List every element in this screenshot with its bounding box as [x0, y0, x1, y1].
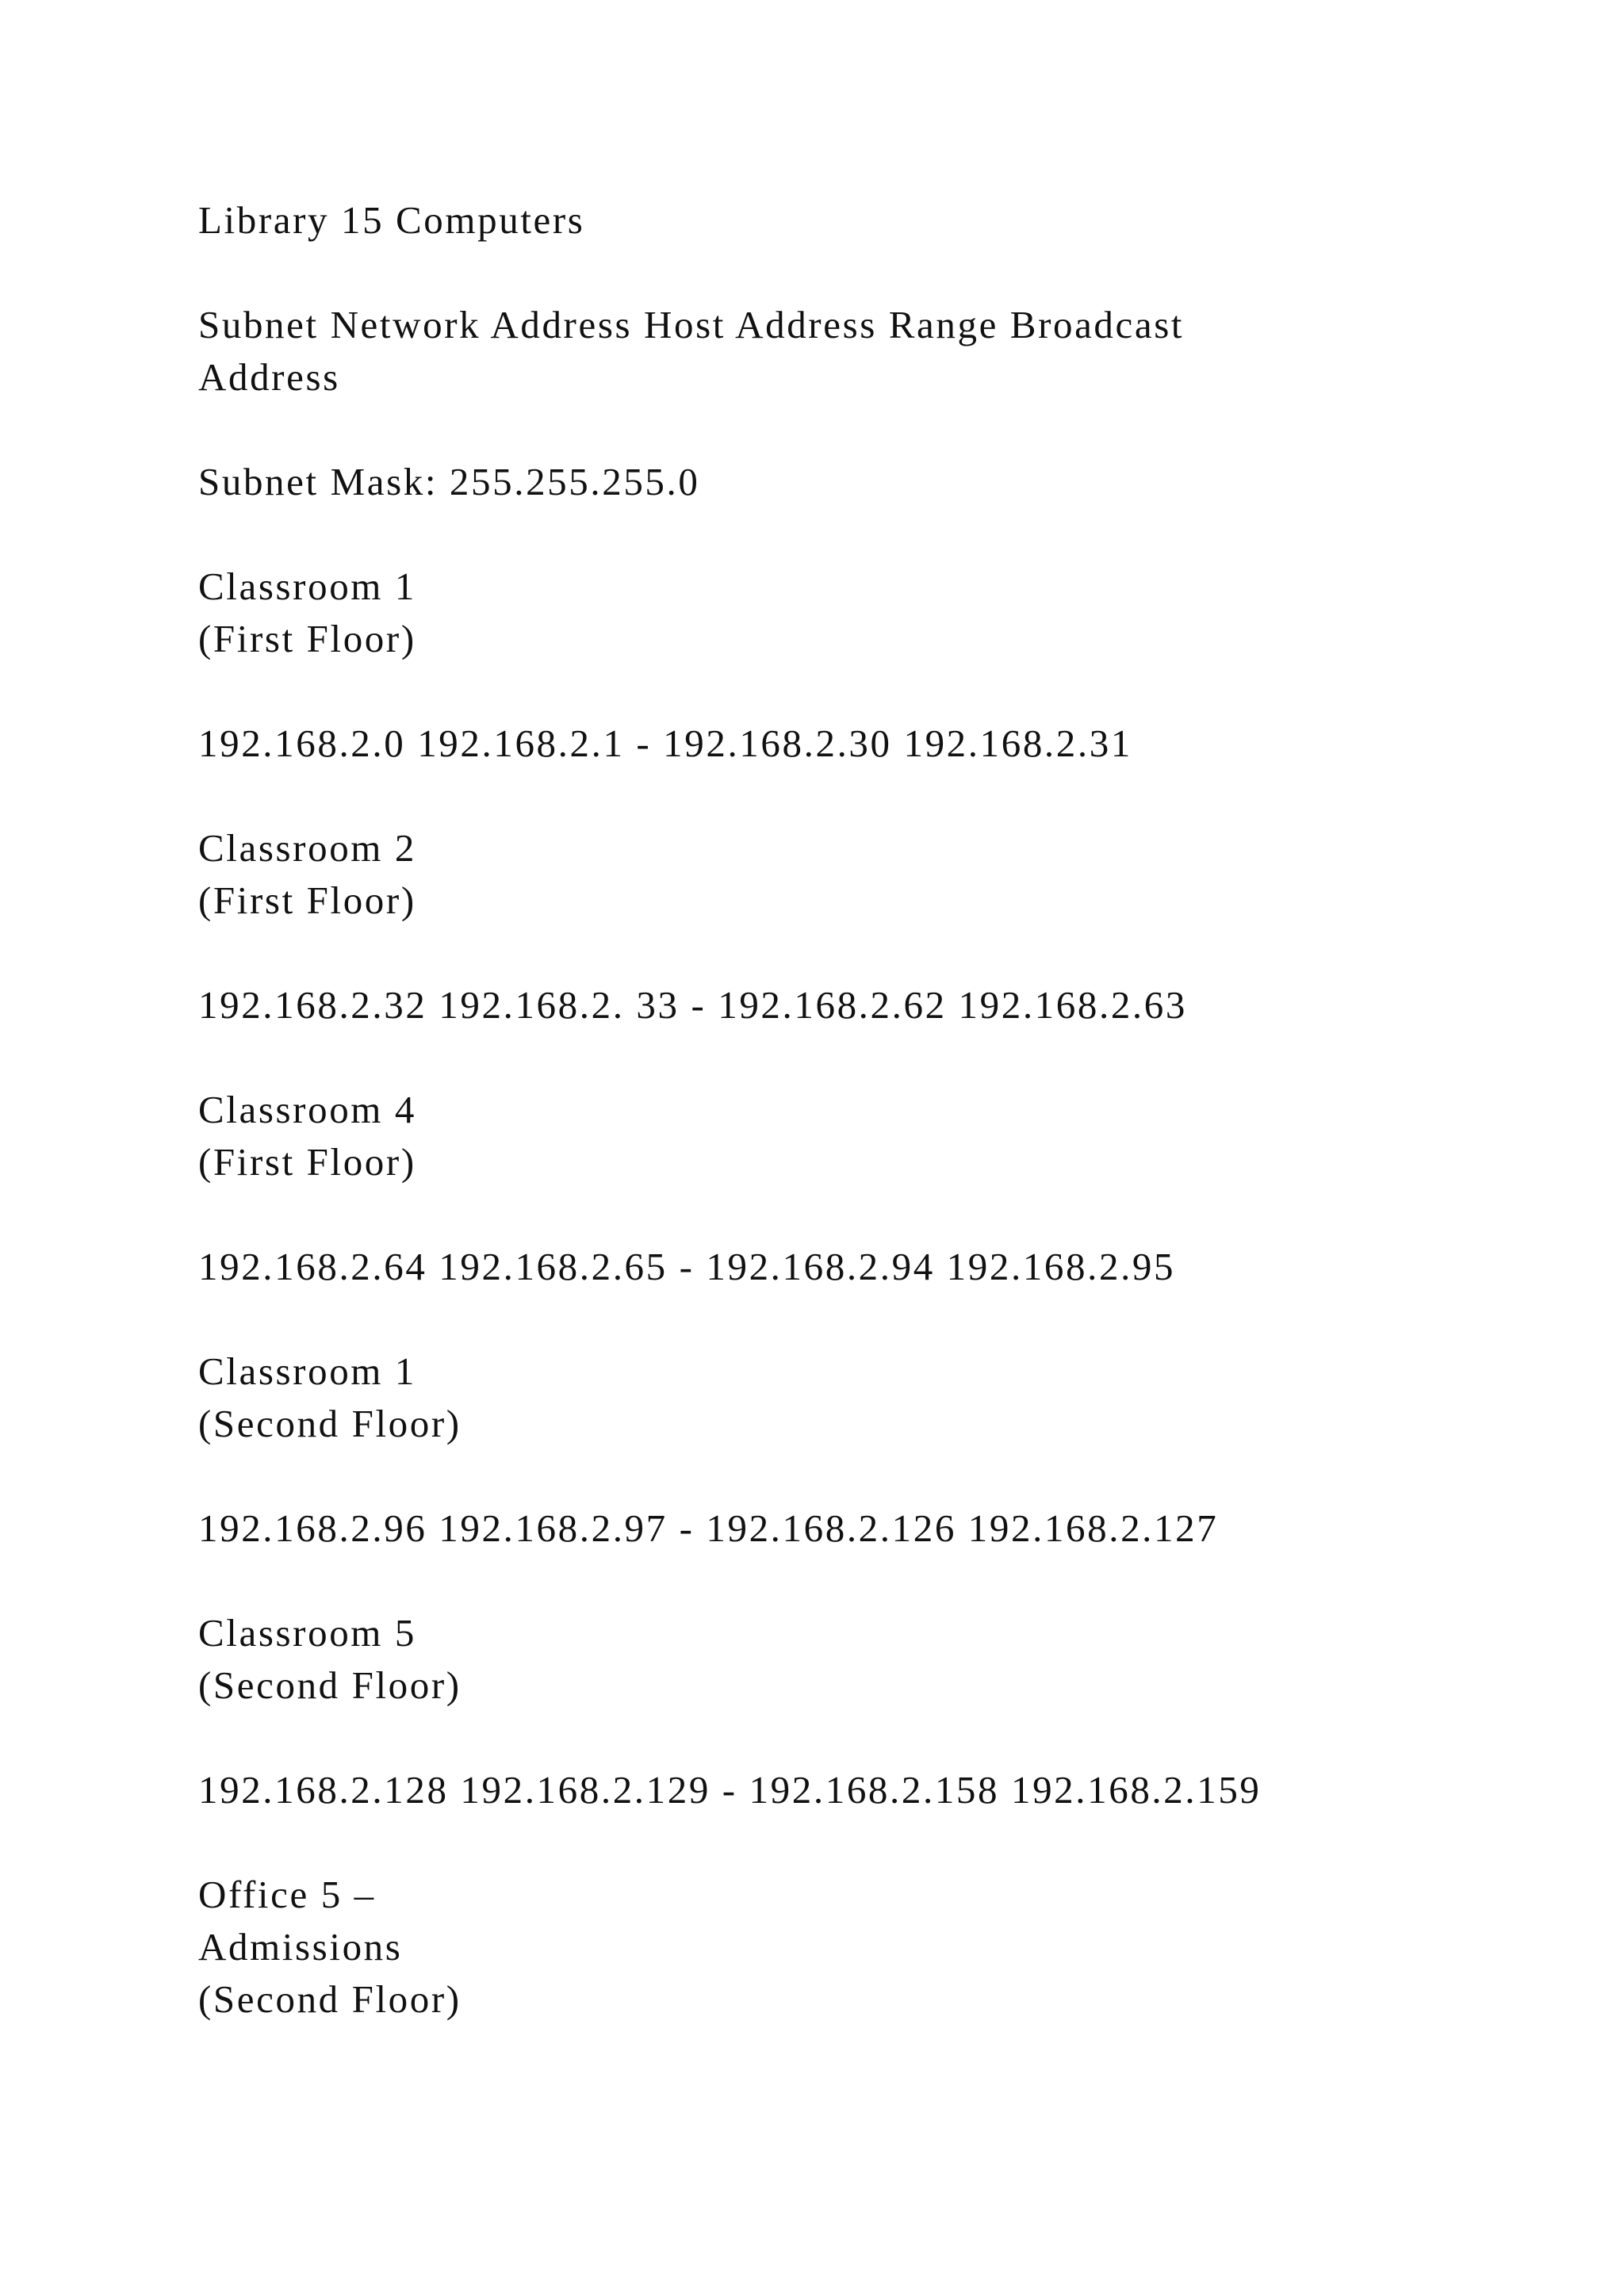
address-row-classroom-1-second-floor: 192.168.2.96 192.168.2.97 - 192.168.2.126 192.168.2.127: [198, 1506, 1219, 1550]
address-row-classroom-2-first-floor: 192.168.2.32 192.168.2. 33 - 192.168.2.62 192.168.2.63: [198, 983, 1187, 1027]
room-label-classroom-2-first-floor: Classroom 2 (First Floor): [198, 826, 416, 922]
address-row-classroom-4-first-floor: 192.168.2.64 192.168.2.65 - 192.168.2.94 192.168.2.95: [198, 1245, 1176, 1288]
library-heading: Library 15 Computers: [198, 198, 585, 242]
room-label-classroom-1-second-floor: Classroom 1 (Second Floor): [198, 1349, 462, 1445]
room-label-classroom-5-second-floor: Classroom 5 (Second Floor): [198, 1611, 462, 1707]
subnet-mask-line: Subnet Mask: 255.255.255.0: [198, 460, 700, 503]
room-label-office-5-admissions: Office 5 – Admissions (Second Floor): [198, 1873, 462, 2021]
room-label-classroom-1-first-floor: Classroom 1 (First Floor): [198, 564, 416, 660]
table-column-headers: Subnet Network Address Host Address Range Broadcast Address: [198, 303, 1185, 399]
document-body: [198, 194, 1467, 2026]
address-row-classroom-1-first-floor: 192.168.2.0 192.168.2.1 - 192.168.2.30 192.168.2.31: [198, 721, 1132, 765]
address-row-classroom-5-second-floor: 192.168.2.128 192.168.2.129 - 192.168.2.158 192.168.2.159: [198, 1768, 1262, 1812]
room-label-classroom-4-first-floor: Classroom 4 (First Floor): [198, 1088, 416, 1184]
